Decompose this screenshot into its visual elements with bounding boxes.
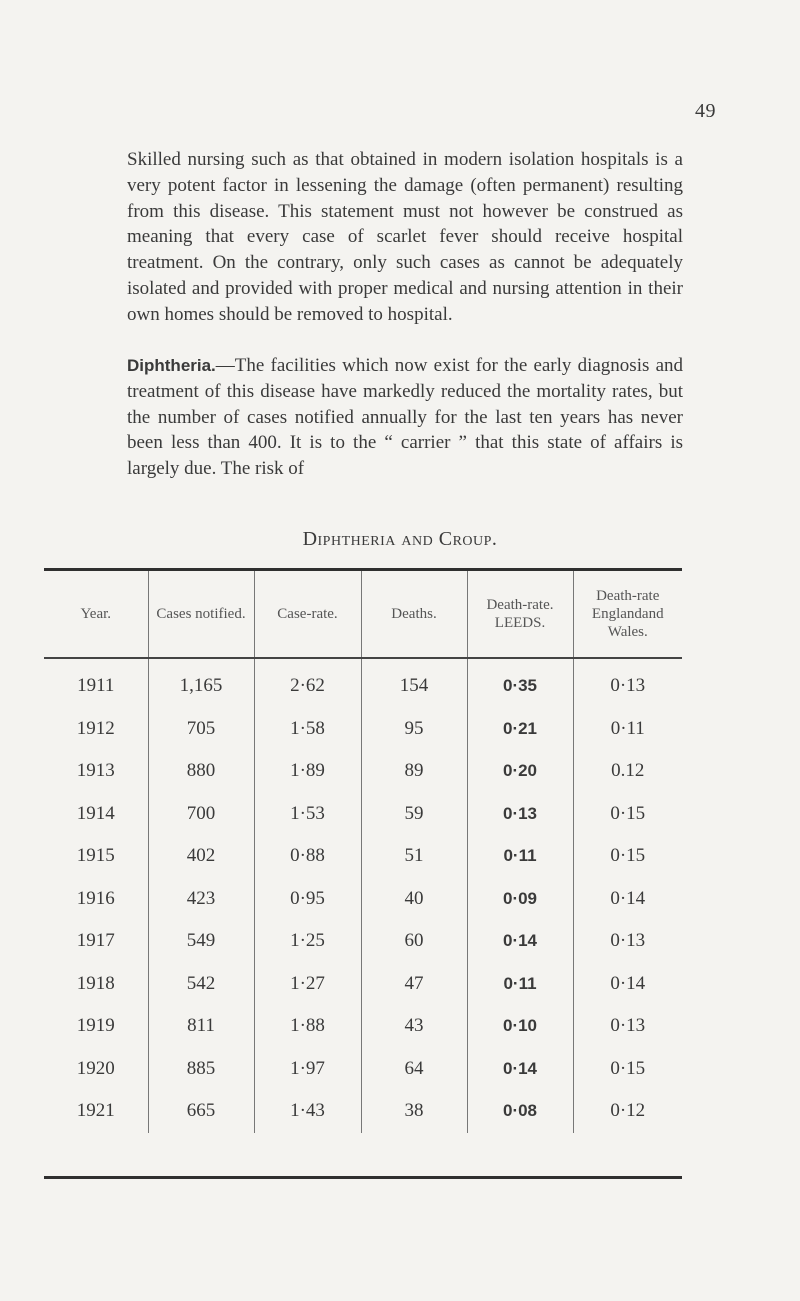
cell-year: 1912: [76, 717, 115, 739]
header-deaths: Deaths.: [361, 571, 467, 658]
cell-year: 1917: [76, 930, 115, 952]
cell-death-rate-england-wales: 0·11: [573, 708, 682, 751]
cell-case-rate: 0·88: [254, 835, 361, 878]
paragraph-diphtheria-text: —The facilities which now exist for the early diagnosis and treatment of this disease have markedly reduced the mortality rates, but the number of cases notified annually for the last ten years has never been less than 400. It is to the “ carrier ” that this state of affairs is largely due. The risk of: [127, 355, 683, 480]
table-row: [44, 1048, 682, 1091]
cell-case-rate: 1·97: [254, 1048, 361, 1091]
table-row: [44, 708, 682, 751]
header-case-rate: Case-rate.: [254, 571, 361, 658]
cell-deaths: 64: [361, 1048, 467, 1091]
header-year: Year.: [44, 571, 148, 658]
diphtheria-table: [44, 568, 682, 1179]
cell-death-rate-england-wales: 0·15: [573, 793, 682, 836]
cell-deaths: 51: [361, 835, 467, 878]
cell-cases: 880: [148, 750, 254, 793]
table-row: [44, 878, 682, 921]
paragraph-diphtheria: [127, 353, 683, 482]
table-title: Diphtheria and Croup.: [302, 528, 498, 550]
cell-death-rate-england-wales: 0.12: [573, 750, 682, 793]
table-row: [44, 963, 682, 1006]
cell-year: 1916: [76, 887, 115, 909]
cell-death-rate-leeds: 0·11: [467, 963, 573, 1006]
cell-death-rate-leeds: 0·14: [467, 920, 573, 963]
cell-deaths: 60: [361, 920, 467, 963]
cell-deaths: 59: [361, 793, 467, 836]
table-row: [44, 835, 682, 878]
cell-case-rate: 1·27: [254, 963, 361, 1006]
header-death-rate-leeds: Death-rate. LEEDS.: [467, 571, 573, 658]
cell-year: 1913: [76, 760, 115, 782]
cell-deaths: 89: [361, 750, 467, 793]
cell-cases: 705: [148, 708, 254, 751]
cell-case-rate: 1·88: [254, 1005, 361, 1048]
cell-death-rate-england-wales: 0·15: [573, 835, 682, 878]
cell-death-rate-leeds: 0·08: [467, 1090, 573, 1133]
cell-year: 1920: [76, 1057, 115, 1079]
cell-cases: 402: [148, 835, 254, 878]
cell-death-rate-england-wales: 0·13: [573, 658, 682, 708]
page-number: 49: [695, 100, 716, 122]
cell-case-rate: 1·53: [254, 793, 361, 836]
cell-year: 1921: [76, 1100, 115, 1122]
cell-death-rate-england-wales: 0·14: [573, 963, 682, 1006]
cell-death-rate-leeds: 0·09: [467, 878, 573, 921]
cell-case-rate: 2·62: [254, 658, 361, 708]
cell-case-rate: 1·43: [254, 1090, 361, 1133]
cell-deaths: 43: [361, 1005, 467, 1048]
cell-cases: 885: [148, 1048, 254, 1091]
cell-year: 1914: [76, 802, 115, 824]
table-row: [44, 793, 682, 836]
cell-death-rate-leeds: 0·13: [467, 793, 573, 836]
section-heading-diphtheria: Diphtheria.: [127, 356, 216, 375]
cell-death-rate-england-wales: 0·14: [573, 878, 682, 921]
cell-cases: 700: [148, 793, 254, 836]
cell-death-rate-england-wales: 0·12: [573, 1090, 682, 1133]
cell-deaths: 40: [361, 878, 467, 921]
cell-cases: 665: [148, 1090, 254, 1133]
cell-case-rate: 1·58: [254, 708, 361, 751]
cell-cases: 811: [148, 1005, 254, 1048]
header-cases-notified: Cases notified.: [148, 571, 254, 658]
cell-year: 1915: [76, 845, 115, 867]
table-row: [44, 1090, 682, 1133]
cell-death-rate-england-wales: 0·15: [573, 1048, 682, 1091]
cell-deaths: 47: [361, 963, 467, 1006]
table-row: [44, 920, 682, 963]
cell-death-rate-leeds: 0·14: [467, 1048, 573, 1091]
cell-cases: 423: [148, 878, 254, 921]
cell-deaths: 95: [361, 708, 467, 751]
cell-deaths: 154: [361, 658, 467, 708]
cell-death-rate-leeds: 0·20: [467, 750, 573, 793]
cell-year: 1911: [77, 675, 115, 697]
cell-year: 1919: [76, 1015, 115, 1037]
cell-case-rate: 1·25: [254, 920, 361, 963]
cell-death-rate-leeds: 0·11: [467, 835, 573, 878]
cell-cases: 1,165: [148, 658, 254, 708]
cell-case-rate: 0·95: [254, 878, 361, 921]
cell-death-rate-leeds: 0·21: [467, 708, 573, 751]
table-row: [44, 658, 682, 708]
cell-death-rate-leeds: 0·10: [467, 1005, 573, 1048]
cell-deaths: 38: [361, 1090, 467, 1133]
cell-cases: 549: [148, 920, 254, 963]
header-death-rate-england-wales: Death-rate Englandand Wales.: [573, 571, 682, 658]
cell-death-rate-england-wales: 0·13: [573, 920, 682, 963]
cell-death-rate-leeds: 0·35: [467, 658, 573, 708]
table-header-row: [44, 571, 682, 658]
table-row: [44, 1005, 682, 1048]
table-row: [44, 750, 682, 793]
cell-case-rate: 1·89: [254, 750, 361, 793]
cell-year: 1918: [76, 972, 115, 994]
cell-cases: 542: [148, 963, 254, 1006]
paragraph-scarlet-fever: Skilled nursing such as that obtained in modern isolation hospitals is a very potent factor in lessening the damage (often permanent) resulting from this disease. This statement must not however be construed as meaning that every case of scarlet fever should receive hospital treatment. On the contrary, only such cases as cannot be adequately isolated and provided with proper medical and nursing attention in their own homes should be removed to hospital.: [127, 149, 683, 325]
cell-death-rate-england-wales: 0·13: [573, 1005, 682, 1048]
